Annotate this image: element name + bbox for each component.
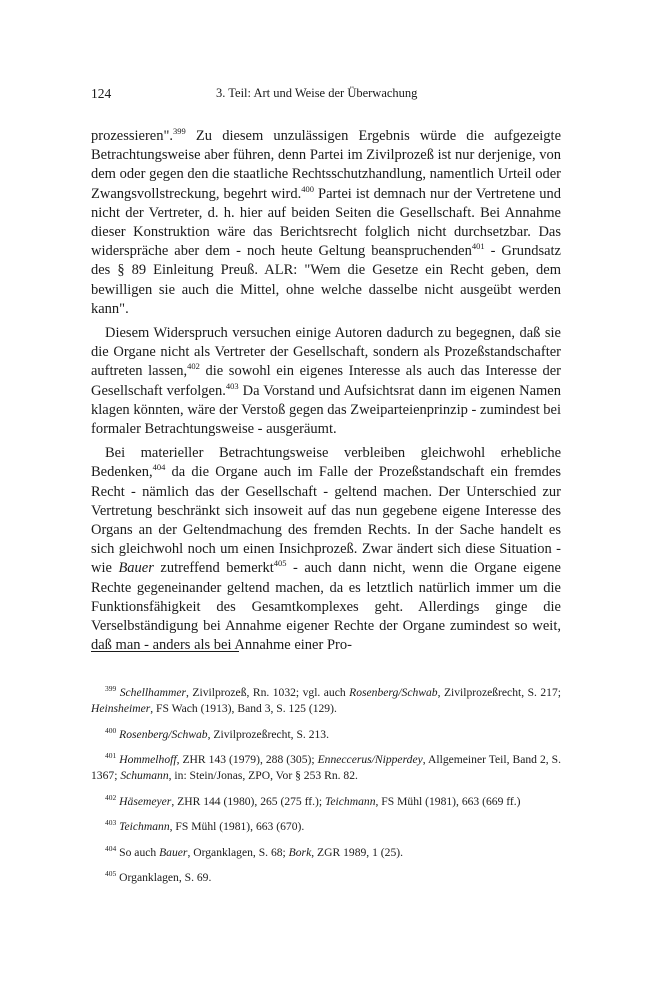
- citation-text: , ZGR 1989, 1 (25).: [311, 845, 403, 859]
- paragraph-3: [91, 444, 561, 655]
- page-number: 124: [91, 86, 112, 101]
- text-run: Zu diesem unzulässigen Ergebnis würde die aufgezeigte Betrachtungsweise aber führen, denn Partei im Zivilprozeß ist nur derjenige, von dem oder gegen den die staatliche Rechtsschutzhandlung, namentlich Urteil oder Zwangsvollstreckung, begehrt wird.: [91, 128, 561, 202]
- citation-text: , Organklagen, S. 68;: [187, 845, 289, 859]
- footnote-ref-400[interactable]: 400: [301, 183, 314, 194]
- author-name: Rosenberg/Schwab: [349, 686, 438, 699]
- citation-text: Organklagen, S. 69.: [119, 871, 212, 884]
- citation-text: , ZHR 143 (1979), 288 (305);: [176, 753, 318, 766]
- author-name: Rosenberg/Schwab: [119, 727, 208, 741]
- footnote-403: [91, 819, 561, 835]
- citation-text: , ZHR 144 (1980), 265 (275 ff.);: [171, 794, 326, 808]
- author-name: Teichmann: [325, 794, 376, 808]
- citation-text: , Zivilprozeßrecht, S. 213.: [207, 727, 329, 741]
- footnote-405: [91, 870, 561, 886]
- running-title: 3. Teil: Art und Weise der Überwachung: [216, 86, 418, 100]
- footnote-400: [91, 727, 561, 743]
- paragraph-1: [91, 127, 561, 319]
- footnote-402: [91, 794, 561, 810]
- footnote-number: 404: [105, 843, 117, 853]
- footnote-399: [91, 685, 561, 717]
- footnote-ref-404[interactable]: 404: [152, 462, 166, 473]
- citation-text: , FS Mühl (1981), 663 (669 ff.): [375, 794, 521, 808]
- citation-text: , FS Mühl (1981), 663 (670).: [169, 820, 305, 833]
- citation-text: , in: Stein/Jonas, ZPO, Vor § 253 Rn. 82.: [168, 769, 358, 782]
- footnote-number: 403: [105, 818, 117, 827]
- author-name: Häsemeyer: [119, 794, 172, 808]
- text-run: Diesem Widerspruch versuchen einige Autoren dadurch zu begegnen, daß sie die Organe nicht als Vertreter der Gesellschaft, sondern als Prozeßstandschafter auftreten lassen,: [91, 325, 561, 380]
- footnote-number: 399: [105, 684, 117, 693]
- citation-text: , Allgemeiner Teil, Band 2, S. 1367;: [91, 753, 561, 782]
- text-run: Partei ist demnach nur der Vertretene und nicht der Vertreter, d. h. hier auf beiden Seiten die Gesellschaft. Bei Annahme dieser Konstruktion wäre das Berichtsrecht folglich nicht durchsetzbar. Das widerspräche aber dem - noch heute Geltung beanspruchenden: [91, 185, 561, 260]
- footnotes: [91, 685, 561, 896]
- footnote-ref-399[interactable]: 399: [173, 126, 186, 136]
- footnote-number: 400: [105, 725, 117, 735]
- page-header: [91, 86, 561, 104]
- author-name: Heinsheimer: [91, 702, 151, 715]
- citation-text: , Zivilprozeß, Rn. 1032; vgl. auch: [186, 686, 350, 699]
- text-run: die sowohl ein eigenes Interesse als auch das Interesse der Gesellschaft verfolgen.: [91, 363, 561, 399]
- text-run: prozessieren".: [91, 128, 174, 144]
- author-name: Bauer: [159, 845, 188, 859]
- footnote-404: [91, 845, 561, 861]
- footnote-number: 402: [105, 792, 117, 802]
- text-run: Bei materieller Betrachtungsweise verbleiben gleichwohl erhebliche Bedenken,: [91, 445, 561, 481]
- citation-text: , Zivilprozeßrecht, S. 217;: [437, 686, 561, 699]
- author-name: Bork: [288, 845, 312, 859]
- author-name: Schumann: [120, 769, 169, 782]
- text-run: - Grundsatz des § 89 Einleitung Preuß. ALR: "Wem die Gesetze ein Recht geben, dem bewilligen sie auch die Mittel, ohne welche dasselbe nicht ausgeübt werden kann".: [91, 243, 561, 317]
- footnote-ref-401[interactable]: 401: [471, 241, 485, 252]
- footnote-401: [91, 752, 561, 784]
- main-text: [91, 127, 561, 660]
- text-run: Da Vorstand und Aufsichtsrat dann im eigenen Namen klagen könnten, wäre der Verstoß gegen das Zweiparteienprinzip - zumindest bei formaler Betrachtungsweise - ausgeräumt.: [91, 382, 561, 438]
- author-name: Schellhammer: [119, 686, 187, 699]
- text-run: da die Organe auch im Falle der Prozeßstandschaft ein fremdes Recht - nämlich das der Gesellschaft - geltend machen. Der Unterschied zur Vertretung beschränkt sich insoweit auf das nun gegebene eigene Interesse des Organs an der Geltendmachung des fremden Rechts. In der Sache handelt es sich gleichwohl noch um einen Insichprozeß. Zwar ändert sich diese Situation - wie: [91, 464, 561, 577]
- citation-text: So auch: [119, 845, 160, 859]
- paragraph-2: [91, 324, 561, 439]
- text-run: - auch dann nicht, wenn die Organe eigene Rechte gegeneinander geltend machen, da es letztlich natürlich immer um die Funktionsfähigkeit des Gesamtkomplexes geht. Allerdings ginge die Verselbständigung bei Annahme eigener Rechte der Organe zumindest so weit, daß man - anders als bei Annahme einer Pro-: [91, 560, 561, 654]
- footnote-number: 405: [105, 869, 117, 878]
- footnote-ref-405[interactable]: 405: [273, 558, 287, 569]
- footnote-number: 401: [105, 751, 117, 760]
- footnote-ref-403[interactable]: 403: [225, 380, 239, 391]
- footnote-ref-402[interactable]: 402: [187, 361, 200, 372]
- footnote-separator: [91, 651, 239, 652]
- author-name: Hommelhoff: [119, 753, 177, 766]
- citation-text: , FS Wach (1913), Band 3, S. 125 (129).: [150, 702, 337, 715]
- author-name: Enneccerus/Nipperdey: [317, 753, 423, 766]
- text-run: zutreffend bemerkt: [153, 560, 274, 577]
- author-name: Teichmann: [119, 820, 170, 833]
- author-name: Bauer: [118, 560, 154, 577]
